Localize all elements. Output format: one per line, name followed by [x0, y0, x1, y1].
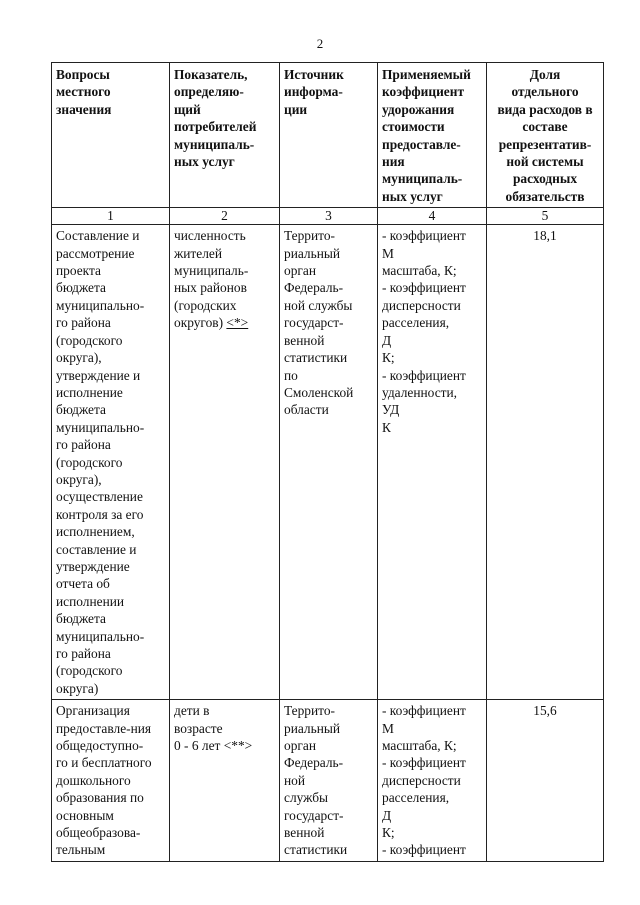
- footnote-link[interactable]: <*>: [226, 315, 249, 331]
- row-question: Организация предоставле-ния общедоступно- го и бесплатного дошкольного образования по основным общеобразова- тельным: [52, 700, 170, 862]
- row-question: Составление и рассмотрение проекта бюджета муниципально- го района (городского округа), утверждение и исполнение бюджета муниципально- го района (городского округа), осуществление контроля за его исполнением, составление и утверждение отчета об исполнении бюджета муниципально- го района (городского округа): [52, 225, 170, 700]
- column-number: 2: [170, 208, 280, 225]
- row-source: Террито- риальный орган Федераль- ной службы государст- венной статистики по Смоленской области: [280, 225, 378, 700]
- row-source: Террито- риальный орган Федераль- ной службы государст- венной статистики: [280, 700, 378, 862]
- row-coefficient: - коэффициент M масштаба, К; - коэффициент дисперсности расселения, Д К; - коэффициент удаленности, УД К: [378, 225, 487, 700]
- header-indicator: Показатель, определяю- щий потребителей муниципаль- ных услуг: [170, 63, 280, 208]
- expenditure-table: [51, 62, 604, 862]
- column-number: 1: [52, 208, 170, 225]
- table-header-row: [52, 63, 604, 208]
- header-local-issues: Вопросы местного значения: [52, 63, 170, 208]
- page-number: 2: [316, 36, 324, 51]
- row-indicator: численность жителей муниципаль- ных районов (городских округов) <*>: [170, 225, 280, 700]
- header-share: Доля отдельного вида расходов в составе репрезентатив- ной системы расходных обязательств: [487, 63, 604, 208]
- table-row: [52, 225, 604, 700]
- row-coefficient: - коэффициент M масштаба, К; - коэффициент дисперсности расселения, Д К; - коэффициент: [378, 700, 487, 862]
- row-share: 18,1: [487, 225, 604, 700]
- header-coefficient: Применяемый коэффициент удорожания стоимости предоставле- ния муниципаль- ных услуг: [378, 63, 487, 208]
- row-indicator: дети в возрасте 0 - 6 лет <**>: [170, 700, 280, 862]
- column-number: 3: [280, 208, 378, 225]
- column-number: 5: [487, 208, 604, 225]
- table-row: [52, 700, 604, 862]
- column-number-row: [52, 208, 604, 225]
- header-source: Источник информа- ции: [280, 63, 378, 208]
- column-number: 4: [378, 208, 487, 225]
- row-share: 15,6: [487, 700, 604, 862]
